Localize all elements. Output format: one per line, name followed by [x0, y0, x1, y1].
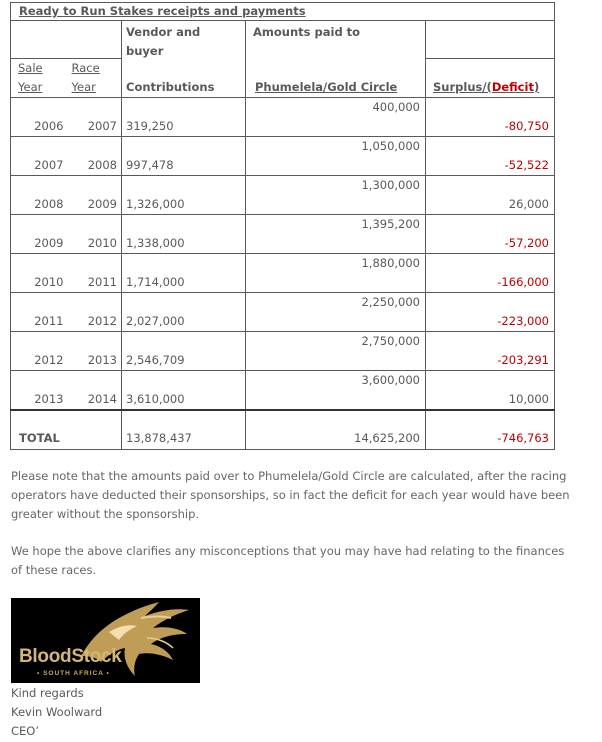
receipts-payments-table [10, 2, 555, 450]
race-year-cell: 2009 [68, 176, 122, 215]
race-year-cell: 2008 [68, 137, 122, 176]
signatory-name: Kevin Woolward [11, 705, 103, 719]
note-paragraph: Please note that the amounts paid over to Phumelela/Gold Circle are calculated, after the racing operators have deducted their sponsorships, so in fact the deficit for each year would have been greater without the sponsorship. [11, 469, 570, 521]
contributions-cell: 1,714,000 [122, 254, 246, 293]
surplus-header [426, 59, 555, 98]
sale-year-cell: 2007 [11, 137, 68, 176]
sale-year-cell: 2011 [11, 293, 68, 332]
race-year-cell: 2013 [68, 332, 122, 371]
contributions-cell: 319,250 [122, 98, 246, 137]
total-paid: 14,625,200 [246, 410, 426, 450]
table-row [11, 137, 555, 176]
table-row [11, 98, 555, 137]
sale-year-cell: 2008 [11, 176, 68, 215]
surplus-cell: -80,750 [426, 98, 555, 137]
table-row [11, 332, 555, 371]
surplus-cell: 10,000 [426, 371, 555, 411]
total-surplus: -746,763 [426, 410, 555, 450]
table-row [11, 371, 555, 411]
race-year-cell: 2010 [68, 215, 122, 254]
paid-cell: 400,000 [246, 98, 426, 137]
paid-cell: 1,880,000 [246, 254, 426, 293]
vendor-header-line2: buyer [126, 44, 164, 58]
table-title: Ready to Run Stakes receipts and payments [11, 3, 555, 21]
paid-cell: 1,050,000 [246, 137, 426, 176]
amounts-paid-label: Amounts paid to [253, 25, 361, 39]
paid-cell: 2,750,000 [246, 332, 426, 371]
kind-regards: Kind regards [11, 686, 84, 700]
contributions-cell: 2,027,000 [122, 293, 246, 332]
table-row [11, 293, 555, 332]
table-row [11, 176, 555, 215]
sale-year-cell: 2010 [11, 254, 68, 293]
vendor-header-line1: Vendor and [126, 25, 201, 39]
race-year-header [68, 59, 122, 98]
logo-subtext: • SOUTH AFRICA • [37, 670, 110, 677]
table-body [11, 98, 555, 411]
surplus-cell: 26,000 [426, 176, 555, 215]
table-row [11, 215, 555, 254]
race-year-cell: 2007 [68, 98, 122, 137]
amounts-paid-header [246, 21, 426, 98]
race-year-cell: 2012 [68, 293, 122, 332]
sale-year-header [11, 59, 68, 98]
total-contributions: 13,878,437 [122, 410, 246, 450]
contributions-label: Contributions [126, 80, 215, 94]
contributions-cell: 1,326,000 [122, 176, 246, 215]
surplus-cell: -57,200 [426, 215, 555, 254]
race-year-cell: 2011 [68, 254, 122, 293]
deficit-label: Deficit [491, 80, 534, 94]
clarification-paragraph: We hope the above clarifies any misconceptions that you may have had relating to the finances of these races. [11, 544, 565, 577]
total-label: TOTAL [11, 410, 122, 450]
sale-year-label: Year [18, 80, 43, 94]
paid-cell: 2,250,000 [246, 293, 426, 332]
sale-year-cell: 2006 [11, 98, 68, 137]
contributions-header [122, 21, 246, 98]
paid-cell: 1,300,000 [246, 176, 426, 215]
contributions-cell: 1,338,000 [122, 215, 246, 254]
sale-year-cell: 2012 [11, 332, 68, 371]
surplus-header-top [426, 21, 555, 59]
surplus-cell: -203,291 [426, 332, 555, 371]
surplus-cell: -223,000 [426, 293, 555, 332]
blank-header-cell [11, 21, 122, 59]
contributions-cell: 997,478 [122, 137, 246, 176]
signatory-role: CEO’ [11, 724, 40, 738]
surplus-suffix: ) [533, 80, 540, 94]
table-row [11, 254, 555, 293]
race-year-label: Year [71, 80, 96, 94]
sale-year-cell: 2013 [11, 371, 68, 411]
paid-cell: 1,395,200 [246, 215, 426, 254]
surplus-cell: -52,522 [426, 137, 555, 176]
phumelela-label: Phumelela/Gold Circle [255, 80, 398, 94]
paid-cell: 3,600,000 [246, 371, 426, 411]
contributions-cell: 3,610,000 [122, 371, 246, 411]
logo-brand-text: BloodStock [19, 646, 122, 667]
race-label: Race [71, 61, 100, 75]
sale-year-cell: 2009 [11, 215, 68, 254]
bloodstock-logo [11, 598, 200, 683]
surplus-prefix: Surplus/( [433, 80, 492, 94]
surplus-cell: -166,000 [426, 254, 555, 293]
contributions-cell: 2,546,709 [122, 332, 246, 371]
sale-label: Sale [18, 61, 43, 75]
race-year-cell: 2014 [68, 371, 122, 411]
